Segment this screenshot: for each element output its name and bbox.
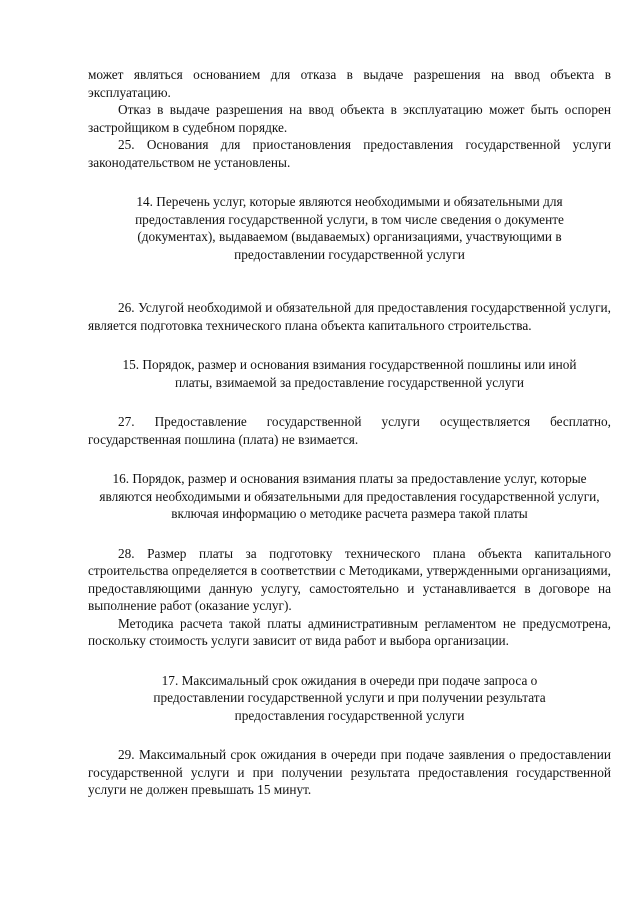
section-16-heading: 16. Порядок, размер и основания взимания платы за предоставление услуг, которые являются необходимыми и обязательными для предоставления государственной услуги, включая информацию о методике расчета размера такой платы xyxy=(99,471,600,521)
paragraph-29: 29. Максимальный срок ожидания в очереди при подаче заявления о предоставлении государственной услуги и при получении результата предоставления государственной услуги не должен превышать 15 минут. xyxy=(88,747,611,797)
paragraph-28-methodology: Методика расчета такой платы административным регламентом не предусмотрена, поскольку стоимость услуги зависит от вида работ и выбора организации. xyxy=(88,615,611,648)
section-15-heading: 15. Порядок, размер и основания взимания государственной пошлины или иной платы, взимаемой за предоставление государственной услуги xyxy=(122,357,577,390)
paragraph-25: 25. Основания для приостановления предоставления государственной услуги законодательством не установлены. xyxy=(88,137,611,170)
paragraph-refusal-appeal: Отказ в выдаче разрешения на ввод объекта в эксплуатацию может быть оспорен застройщиком в судебном порядке. xyxy=(88,102,611,135)
paragraph-28: 28. Размер платы за подготовку технического плана объекта капитального строительства определяется в соответствии с Методиками, утвержденными организациями, предоставляющими данную услугу, самостоятельно и устанавливается в договоре на выполнение работ (оказание услуг). xyxy=(88,545,611,613)
section-17-heading: 17. Максимальный срок ожидания в очереди при подаче запроса о предоставлении государственной услуги и при получении результата предоставления государственной услуги xyxy=(153,672,546,723)
paragraph-continuation: может являться основанием для отказа в выдаче разрешения на ввод объекта в эксплуатацию. xyxy=(88,67,611,100)
paragraph-26: 26. Услугой необходимой и обязательной для предоставления государственной услуги, является подготовка технического плана объекта капитального строительства. xyxy=(88,300,611,333)
paragraph-27: 27. Предоставление государственной услуги осуществляется бесплатно, государственная пошлина (плата) не взимается. xyxy=(88,414,611,447)
document-page xyxy=(88,66,611,799)
section-14-heading: 14. Перечень услуг, которые являются необходимыми и обязательными для предоставления государственной услуги, в том числе сведения о документе (документах), выдаваемом (выдаваемых) организациями, участвующими в предоставлении государственной услуги xyxy=(135,194,564,262)
